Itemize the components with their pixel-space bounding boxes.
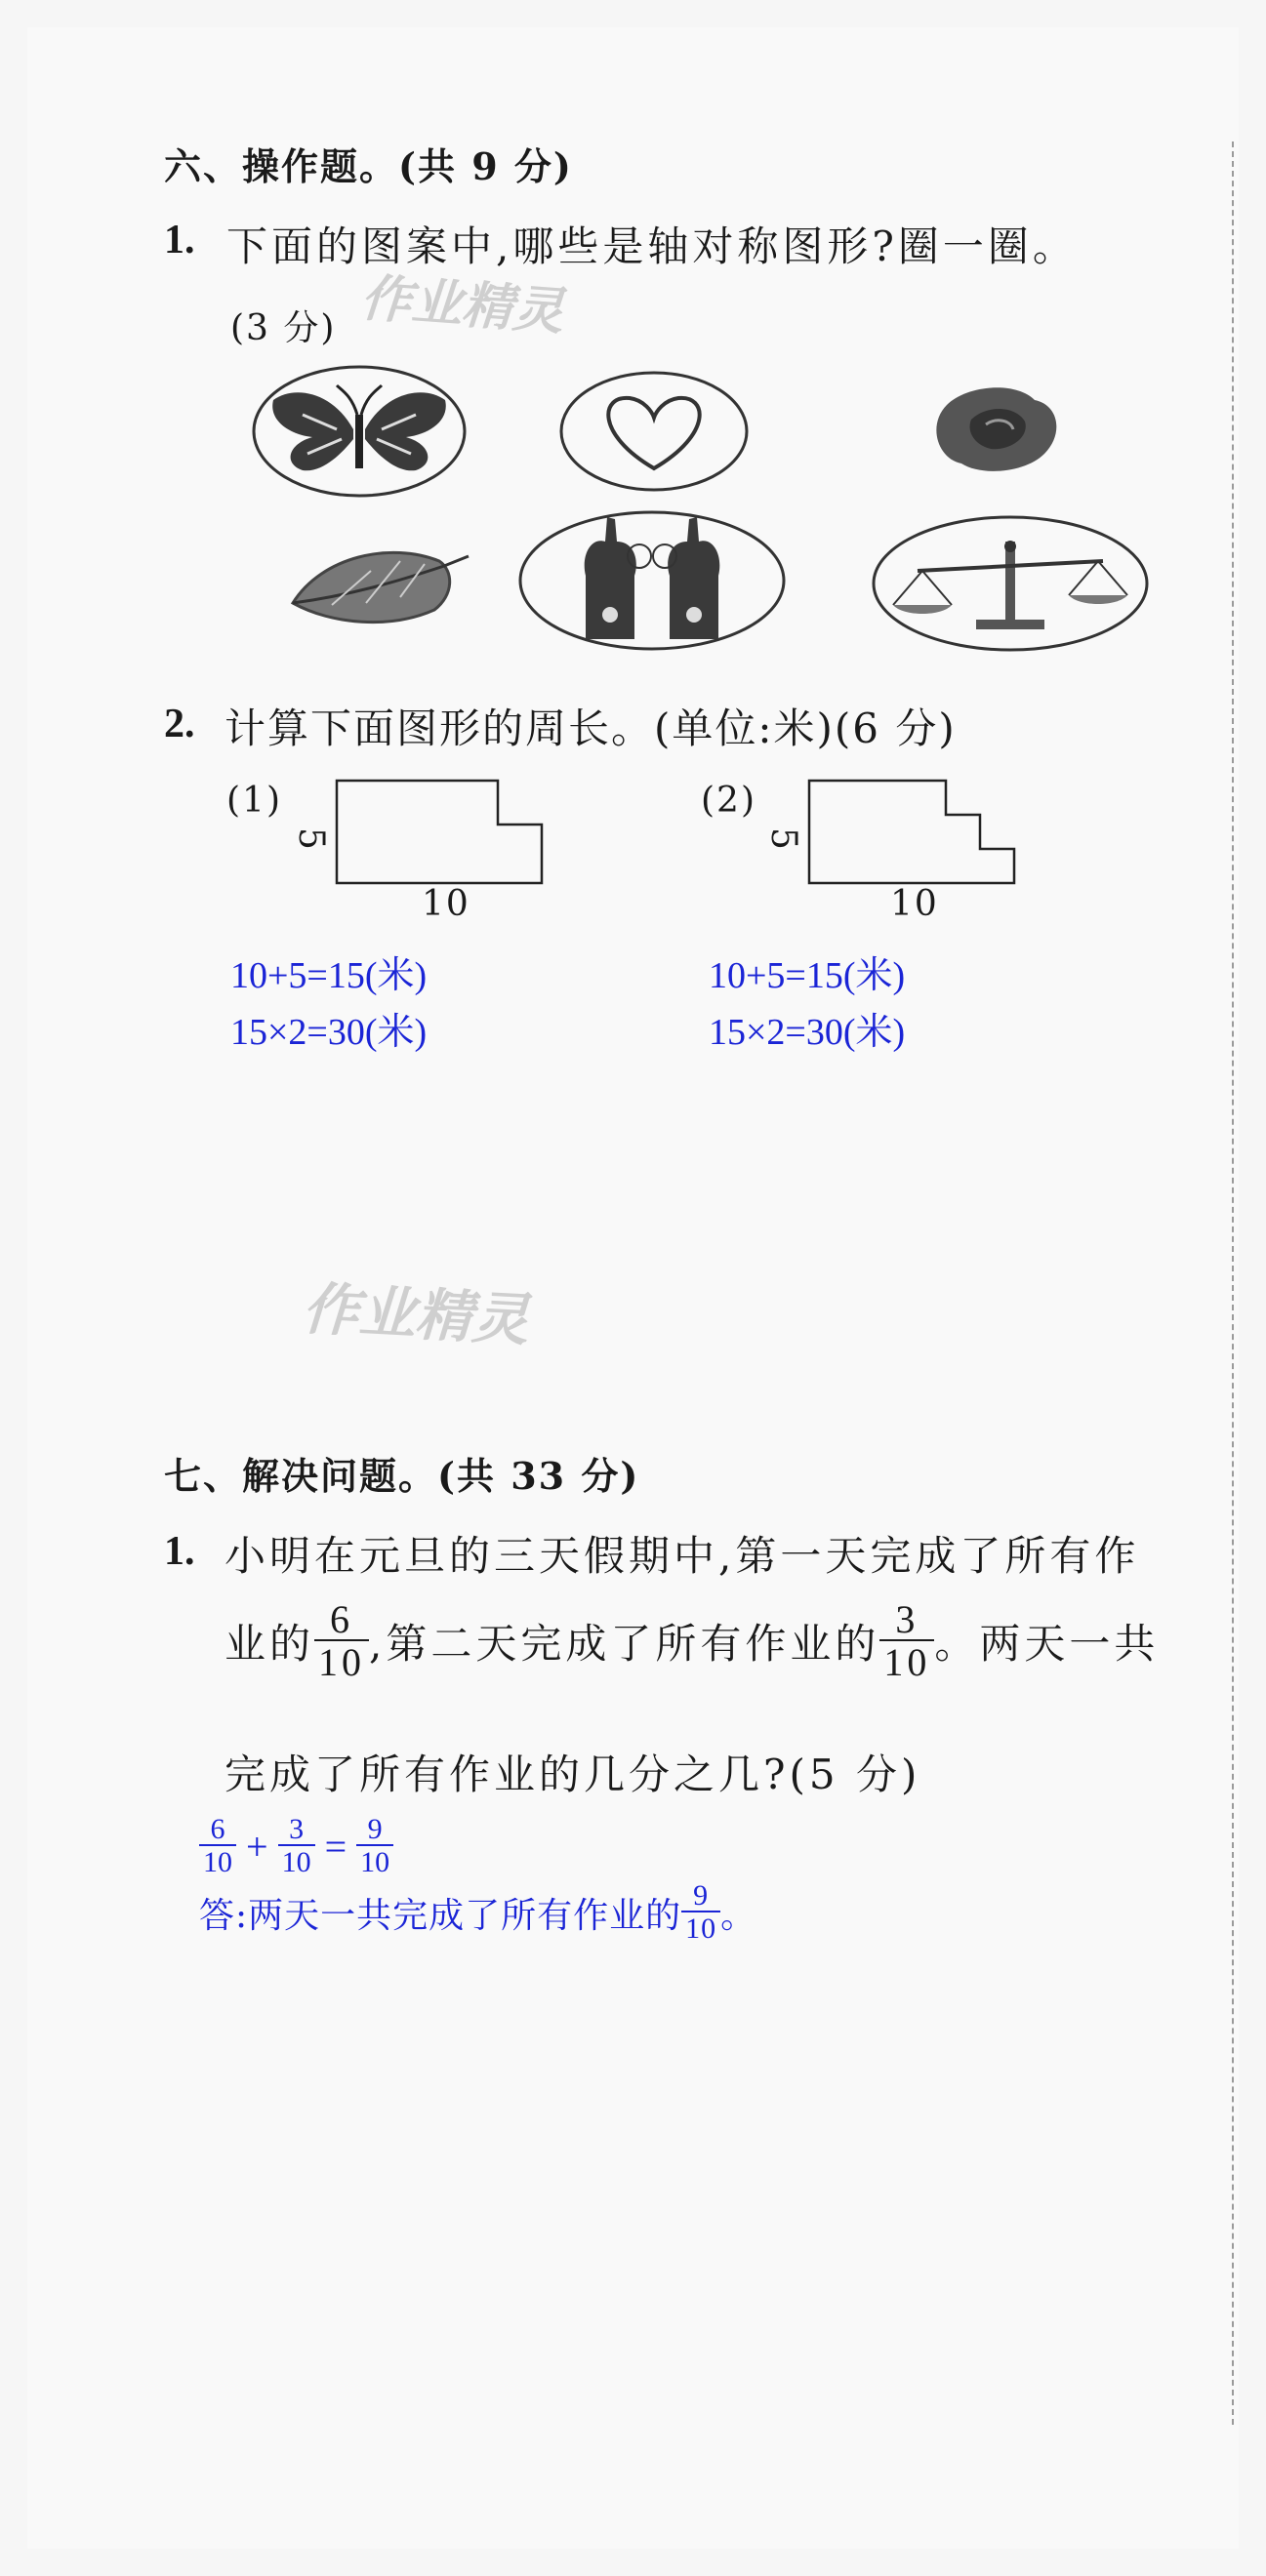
fig1-width-label: 10 <box>422 884 470 924</box>
fig1-height-label: 5 <box>290 827 331 852</box>
fig1-label: (1) <box>226 781 282 821</box>
watermark: 作业精灵 <box>358 268 566 342</box>
butterfly-shape[interactable] <box>254 367 465 496</box>
frac-numerator: 3 <box>895 1597 919 1641</box>
answer-text: 答:两天一共完成了所有作业的 <box>199 1895 682 1936</box>
answer1-line1: 10+5=15(米) <box>230 955 428 996</box>
scale-shape[interactable] <box>874 517 1147 650</box>
frac-numerator: 9 <box>693 1879 710 1912</box>
section6-title: 六、操作题。(共 9 分) <box>164 144 573 188</box>
frac-denominator: 10 <box>681 1911 720 1944</box>
s7-q1-number: 1. <box>164 1529 195 1574</box>
section7-title: 七、解决问题。(共 33 分) <box>164 1454 640 1498</box>
fig2-height-label: 5 <box>762 827 803 852</box>
shapes-area <box>244 361 1152 654</box>
answer-frac-1 <box>199 1815 236 1877</box>
s7-q1-line2 <box>225 1597 1160 1684</box>
figure1-shape <box>332 776 556 893</box>
plus-sign: + <box>246 1824 268 1869</box>
watermark: 作业精灵 <box>301 1274 531 1354</box>
q1-score: (3 分) <box>230 308 337 348</box>
rabbits-shape[interactable] <box>520 512 784 649</box>
figure2-shape <box>804 776 1029 893</box>
answer1-line2: 15×2=30(米) <box>230 1012 428 1053</box>
answer-equation <box>199 1815 393 1877</box>
frac-denominator: 10 <box>879 1639 934 1682</box>
rose-shape[interactable] <box>936 387 1056 471</box>
fig2-width-label: 10 <box>890 884 939 924</box>
heart-shape[interactable] <box>561 373 747 490</box>
answer-frac-3 <box>356 1815 393 1877</box>
leaf-shape[interactable] <box>293 552 469 622</box>
frac-numerator: 3 <box>289 1813 305 1845</box>
answer-frac-2 <box>278 1815 315 1877</box>
s7-q1-line1: 小明在元旦的三天假期中,第一天完成了所有作 <box>225 1532 1140 1580</box>
fig2-label: (2) <box>701 781 756 821</box>
frac-denominator: 10 <box>356 1844 393 1877</box>
answer2-line1: 10+5=15(米) <box>709 955 906 996</box>
binding-dashed-line <box>1232 141 1234 2425</box>
s7-q1-line3: 完成了所有作业的几分之几?(5 分) <box>225 1751 921 1798</box>
answer-end: 。 <box>720 1895 757 1936</box>
line2-part-a: 业的 <box>225 1620 315 1668</box>
q1-text: 下面的图案中,哪些是轴对称图形?圈一圈。 <box>226 222 1078 270</box>
frac-numerator: 9 <box>367 1813 383 1845</box>
frac-numerator: 6 <box>210 1813 225 1845</box>
frac-denominator: 10 <box>278 1844 315 1877</box>
fraction-six-tenths <box>314 1597 369 1684</box>
fraction-three-tenths <box>879 1597 934 1684</box>
line2-part-b: ,第二天完成了所有作业的 <box>369 1620 880 1668</box>
line2-part-c: 。两天一共 <box>934 1620 1160 1668</box>
q2-text: 计算下面图形的周长。(单位:米)(6 分) <box>225 704 957 752</box>
frac-numerator: 6 <box>330 1597 354 1641</box>
answer-frac-4 <box>681 1881 720 1944</box>
q2-number: 2. <box>164 702 195 746</box>
answer-sentence <box>199 1881 756 1944</box>
answer2-line2: 15×2=30(米) <box>709 1012 906 1053</box>
frac-denominator: 10 <box>199 1844 236 1877</box>
q1-number: 1. <box>164 218 195 262</box>
frac-denominator: 10 <box>314 1639 369 1682</box>
equals-sign: = <box>324 1824 347 1869</box>
